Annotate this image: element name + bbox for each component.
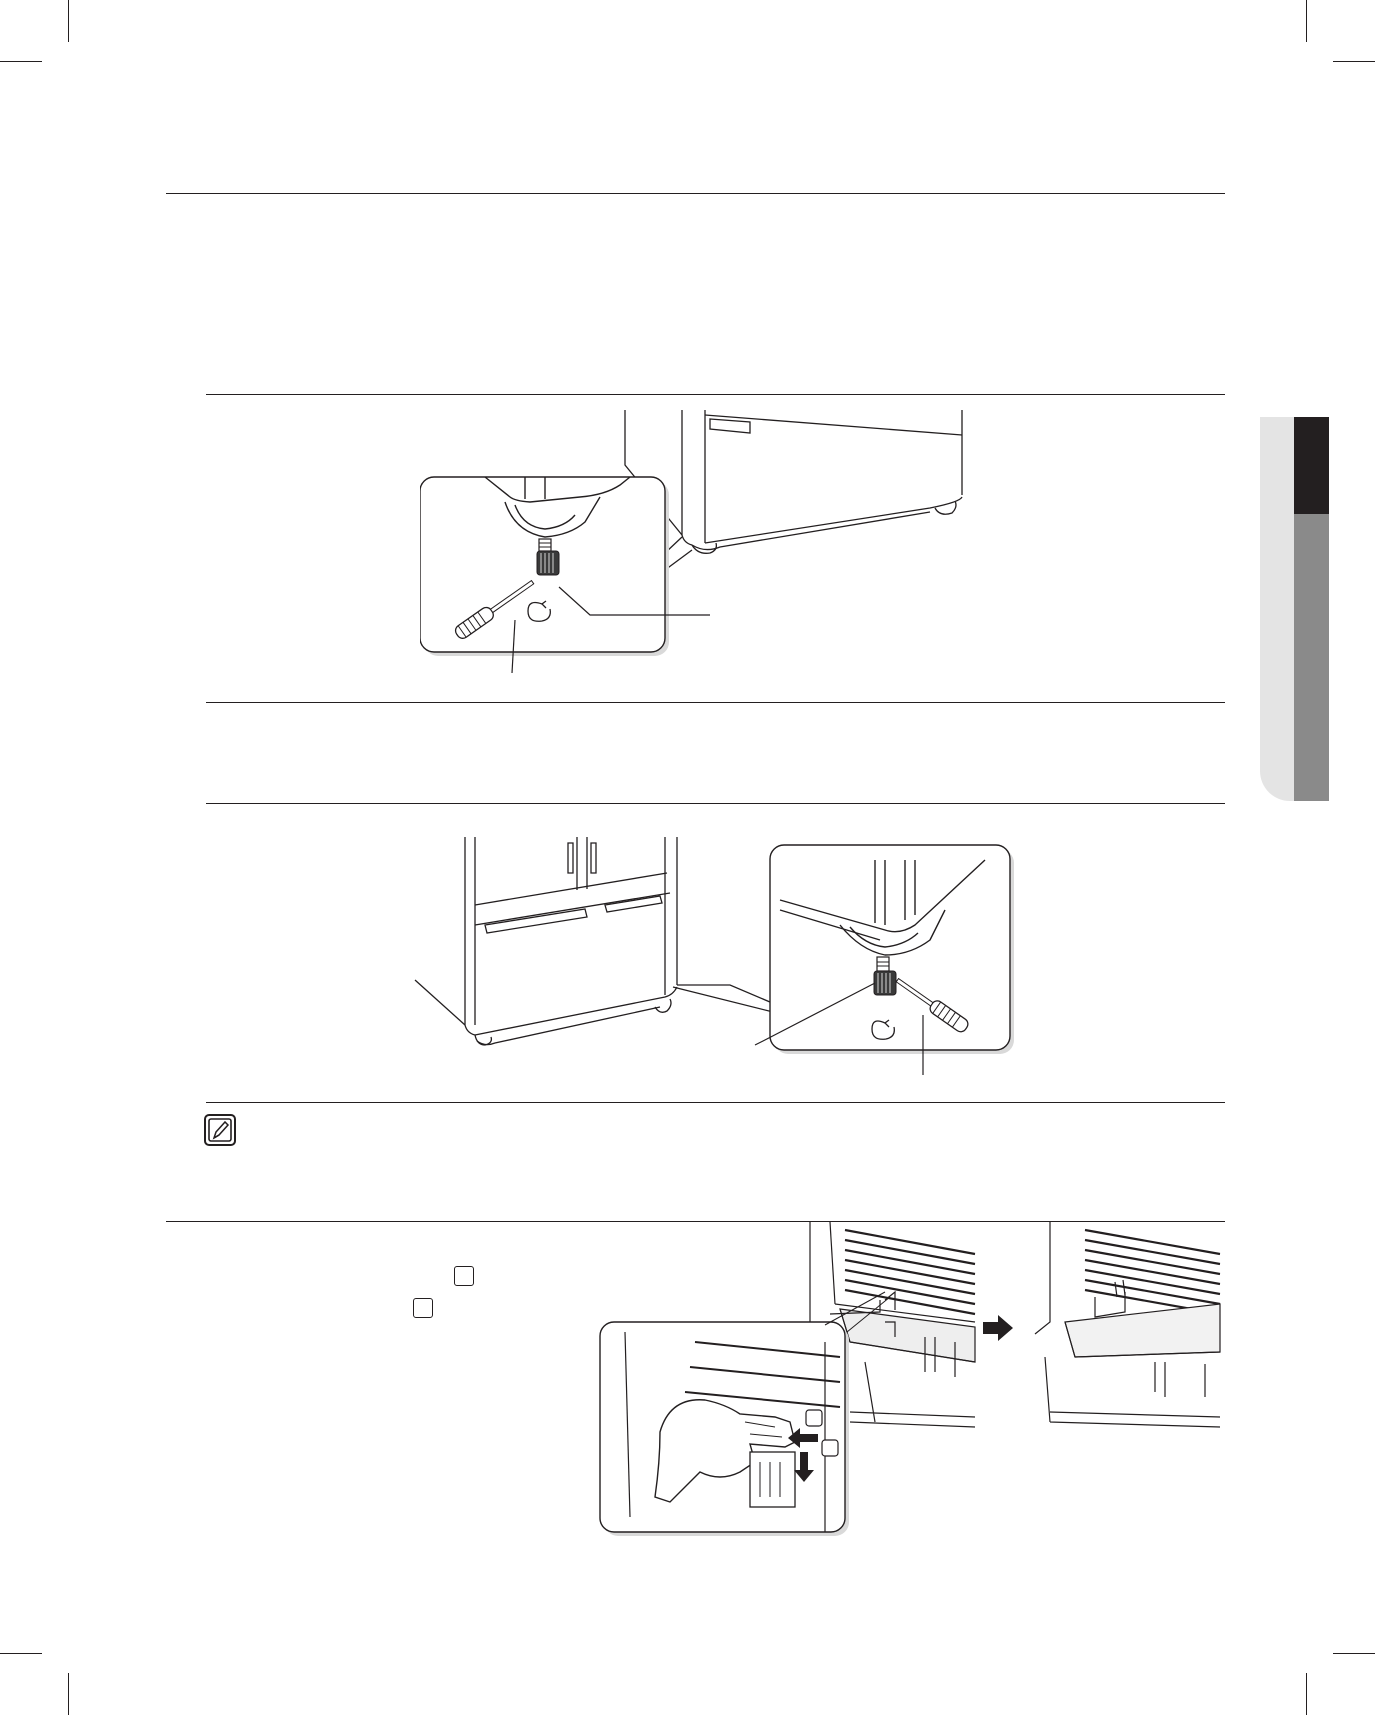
zoom-callout	[600, 1322, 849, 1536]
crop-mark	[1306, 0, 1307, 42]
step-marker-box	[413, 1298, 433, 1318]
section-top-rule	[166, 193, 1225, 194]
step-1-bottom-rule	[206, 702, 1225, 703]
chapter-tab-inactive	[1294, 514, 1329, 801]
leveling-screw-icon	[537, 551, 559, 575]
crop-mark	[68, 1673, 69, 1715]
step-1-top-rule	[206, 394, 1225, 395]
note-pencil-icon	[204, 1114, 236, 1146]
crop-mark	[1306, 1673, 1307, 1715]
note-top-rule	[206, 1102, 1225, 1103]
zoom-callout	[770, 845, 1014, 1054]
leveling-screw-icon	[874, 971, 896, 995]
chapter-tab-active	[1294, 417, 1329, 514]
arrow-right-icon	[983, 1315, 1013, 1341]
shelf-removal-figure	[595, 1222, 1225, 1542]
foot	[692, 543, 716, 553]
step-marker-box	[454, 1266, 474, 1286]
crop-mark	[0, 1653, 42, 1654]
refrigerator-body	[682, 410, 692, 545]
release-tab	[750, 1452, 795, 1507]
step-2-top-rule	[206, 803, 1225, 804]
leveling-figure-left	[405, 835, 1015, 1080]
shelf-after-panel	[1035, 1222, 1220, 1427]
crop-mark	[68, 0, 69, 42]
leveling-figure-right	[420, 405, 980, 685]
crop-mark	[1333, 61, 1375, 62]
zoom-callout	[420, 477, 669, 656]
chapter-tab-background	[1260, 417, 1294, 801]
crop-mark	[0, 61, 42, 62]
crop-mark	[1333, 1653, 1375, 1654]
